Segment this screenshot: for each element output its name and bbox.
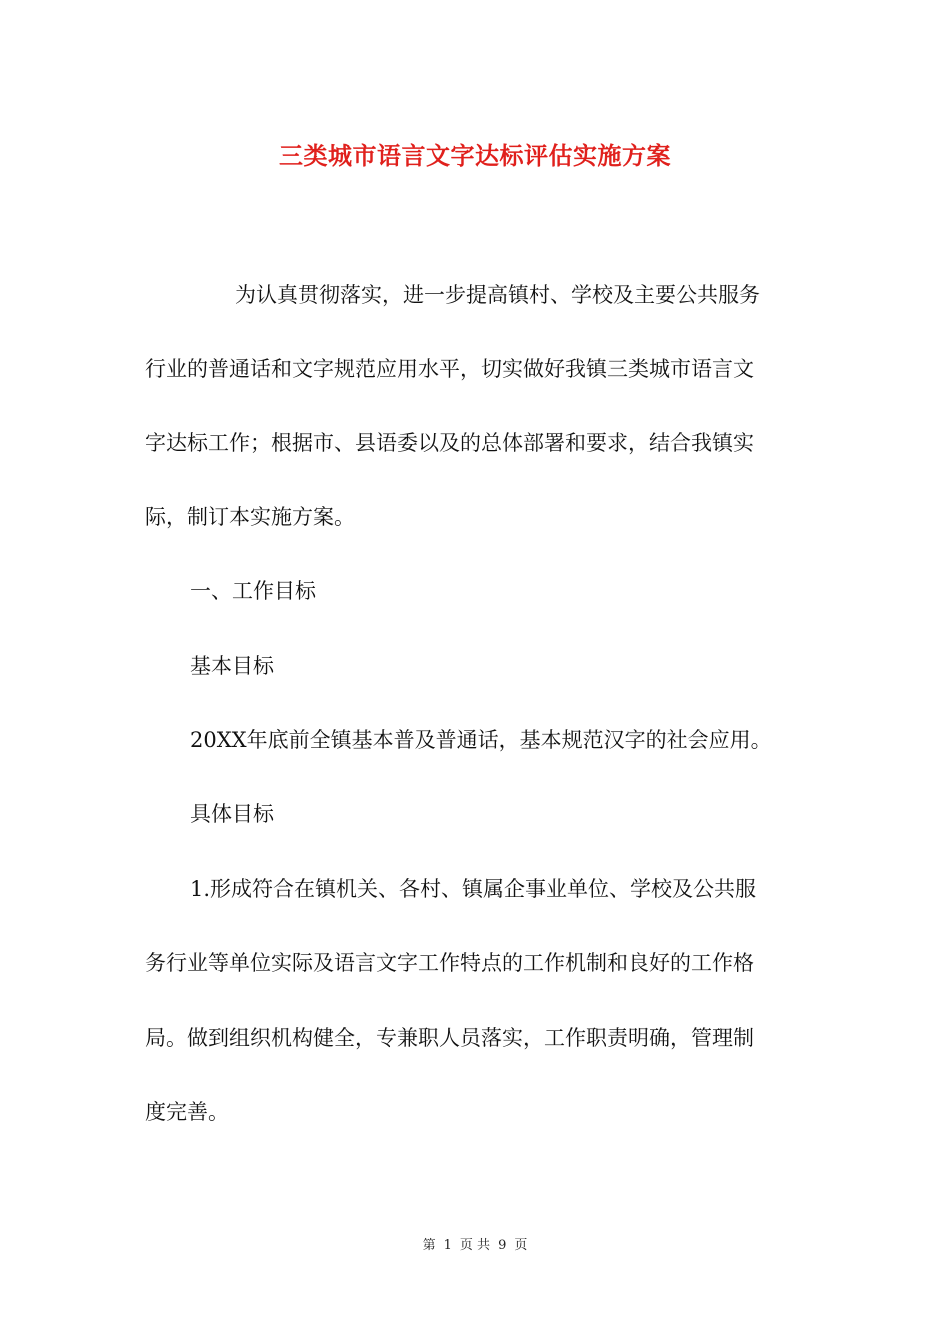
page-footer	[0, 1236, 950, 1256]
paragraph-line: 际，制订本实施方案。	[145, 505, 355, 529]
paragraph-line: 为认真贯彻落实，进一步提高镇村、学校及主要公共服务	[235, 283, 760, 307]
subsection-heading: 基本目标	[190, 654, 274, 678]
paragraph-line: 1.形成符合在镇机关、各村、镇属企事业单位、学校及公共服	[190, 877, 757, 901]
paragraph-line: 务行业等单位实际及语言文字工作特点的工作机制和良好的工作格	[145, 951, 754, 975]
paragraph-line: 字达标工作；根据市、县语委以及的总体部署和要求，结合我镇实	[145, 431, 754, 455]
document-title: 三类城市语言文字达标评估实施方案	[279, 141, 671, 170]
footer-current-page: 1	[443, 1238, 452, 1253]
subsection-heading: 具体目标	[190, 802, 274, 826]
paragraph-line: 20XX年底前全镇基本普及普通话，基本规范汉字的社会应用。	[190, 728, 772, 752]
footer-total-pages: 9	[498, 1238, 507, 1253]
paragraph-line: 度完善。	[145, 1100, 229, 1124]
footer-mid: 页 共	[459, 1238, 491, 1253]
paragraph-line: 局。做到组织机构健全，专兼职人员落实，工作职责明确，管理制	[145, 1026, 754, 1050]
paragraph-line: 行业的普通话和文字规范应用水平，切实做好我镇三类城市语言文	[145, 357, 754, 381]
section-heading: 一、工作目标	[190, 579, 316, 603]
footer-suffix: 页	[514, 1238, 528, 1253]
footer-prefix: 第	[422, 1238, 436, 1253]
